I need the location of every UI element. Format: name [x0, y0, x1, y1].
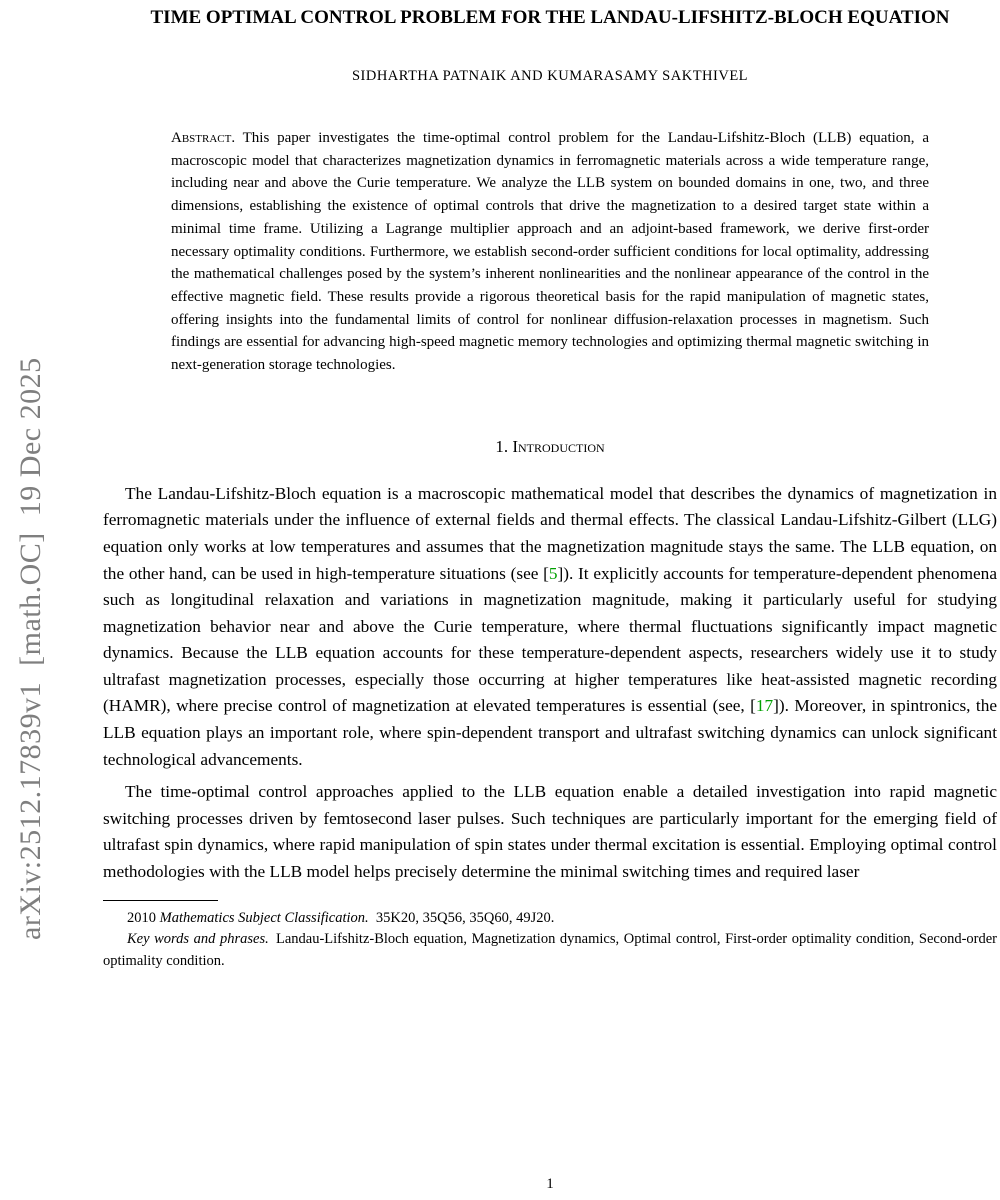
footnote-msc [103, 908, 997, 930]
authors-line: SIDHARTHA PATNAIK AND KUMARASAMY SAKTHIVEL [351, 68, 749, 84]
page-number: 1 [546, 1176, 554, 1192]
abstract-label: Abstract. [171, 130, 236, 146]
intro-paragraph-2: The time-optimal control approaches applied to the LLB equation enable a detailed investigation into rapid magnetic switching processes driven by femtosecond laser pulses. Such techniques are particularly important for the emerging field of ultrafast spin dynamics, where rapid manipulation of spin states under thermal excitation is essential. Employing optimal control methodologies with the LLB model helps precisely determine the minimal switching times and required laser [103, 782, 997, 882]
footnote-block [103, 900, 997, 973]
arxiv-watermark: arXiv:2512.17839v1 [math.OC] 19 Dec 2025 [14, 357, 47, 940]
footnote-rule [103, 900, 218, 901]
keywords-text: Landau-Lifshitz-Bloch equation, Magnetization dynamics, Optimal control, First-order optimality condition, Second-order optimality condition. [103, 931, 998, 969]
abstract-block [171, 127, 929, 377]
msc-codes: 35K20, 35Q56, 35Q60, 49J20. [375, 909, 555, 926]
footnote-keywords [103, 929, 997, 972]
msc-year: 2010 [127, 909, 156, 926]
section-heading-introduction [103, 437, 997, 457]
citation-link[interactable]: 17 [755, 696, 774, 716]
paper-content [103, 0, 997, 972]
paper-title: TIME OPTIMAL CONTROL PROBLEM FOR THE LANDAU-LIFSHITZ-BLOCH EQUATION [150, 7, 950, 28]
abstract-text: This paper investigates the time-optimal control problem for the Landau-Lifshitz-Bloch (LLB) equation, a macroscopic model that characterizes magnetization dynamics in ferromagnetic materials across a wide temperature range, including near and above the Curie temperature. We analyze the LLB system on bounded domains in one, two, and three dimensions, establishing the existence of optimal controls that drive the magnetization to a desired target state within a minimal time frame. Utilizing a Lagrange multiplier approach and an adjoint-based framework, we derive first-order necessary optimality conditions. Furthermore, we establish second-order sufficient conditions for local optimality, addressing the mathematical challenges posed by the system’s inherent nonlinearities and the nonlinear appearance of the control in the effective magnetic field. These results provide a rigorous theoretical basis for the rapid manipulation of magnetic states, offering insights into the fundamental limits of control for nonlinear diffusion-relaxation processes in magnetism. Such findings are essential for advancing high-speed magnetic memory technologies and optimizing thermal magnetic switching in next-generation storage technologies. [171, 130, 930, 374]
intro-paragraph-1: The Landau-Lifshitz-Bloch equation is a macroscopic mathematical model that describes the dynamics of magnetization in ferromagnetic materials under the influence of external fields and thermal effects. The classical Landau-Lifshitz-Gilbert (LLG) equation only works at low temperatures and assumes that the magnetization magnitude stays the same. The LLB equation, on the other hand, can be used in high-temperature situations (see [5]). It explicitly accounts for temperature-dependent phenomena such as longitudinal relaxation and variations in magnetization magnitude, making it particularly useful for studying magnetization behavior near and above the Curie temperature, where thermal fluctuations significantly impact magnetic dynamics. Because the LLB equation accounts for these temperature-dependent aspects, researchers widely use it to study ultrafast magnetization processes, especially those occurring at higher temperatures like heat-assisted magnetic recording (HAMR), where precise control of magnetization at elevated temperatures is essential (see, [17]). Moreover, in spintronics, the LLB equation plays an important role, where spin-dependent transport and ultrafast switching dynamics can unlock significant technological advancements. [103, 483, 997, 769]
section-title: Introduction [512, 436, 605, 456]
citation-link[interactable]: 5 [548, 563, 558, 583]
section-number: 1. [495, 436, 509, 456]
msc-label: Mathematics Subject Classification. [159, 909, 369, 926]
keywords-label: Key words and phrases. [127, 931, 269, 948]
